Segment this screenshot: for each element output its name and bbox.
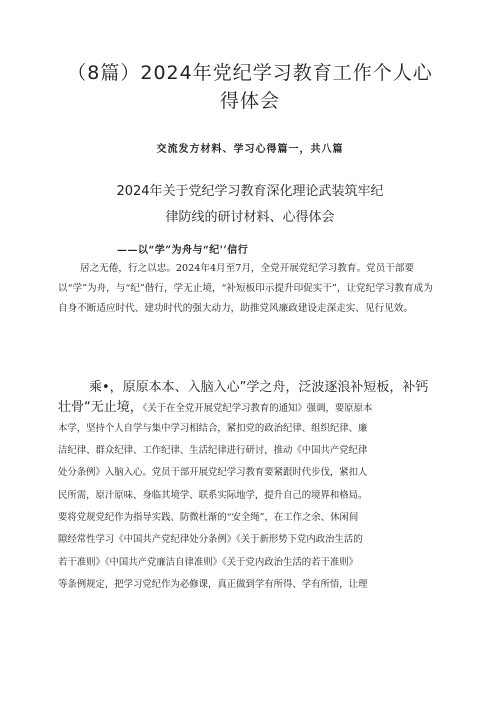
document-subtitle: 交流发方材料、学习心得篇一，共八篇 <box>156 144 344 155</box>
document-title-line1: （8篇）2024年党纪学习教育工作个人心 <box>67 62 433 84</box>
body-line: 处分条例》入脑入心。党员干部开展党纪学习教育要紧跟时代步伐，紧扣人 <box>58 467 368 478</box>
section-heading-line2: 律防线的研讨材料、心得体会 <box>165 210 335 225</box>
body-line: 洁纪律、群众纪律、工作纪律、生活纪律进行研讨，推动《中国共产党纪律 <box>58 445 368 456</box>
paragraph-lead-emphasis: 壮骨“无止境， <box>58 400 143 415</box>
paragraph-lead-text: 《关于在全党开展党纪学习教育的通知》强调，要原原本 <box>142 403 373 414</box>
section-tagline: ——以“学”为舟与“纪'’信行 <box>117 245 249 256</box>
body-line: 民所需，原汁原味、身临其境学、联系实际地学，提升自己的境界和格局。 <box>58 490 368 501</box>
paragraph-lead-heading: 乘•，原原本本、入脑入心”学之舟，泛波逐浪补短板，补钙 <box>89 380 429 395</box>
body-line: 本学，坚持个人自学与集中学习相结合，紧扣党的政治纪律、组织纪律、廉 <box>58 423 368 434</box>
body-line: 隙经常性学习《中国共产党纪律处分条例》《关于新形势下党内政治生活的 <box>58 534 363 545</box>
paragraph-intro: 居之无倦，行之以忠。2024年4月至7月，全党开展党纪学习教育。党员干部要以“学”为舟，与“纪”偕行，学无止境，“补短板印示提升印促实干”，让党纪学习教育成为自身不断适应时代、建功时代的强大动力，助推党风廉政建设走深走实、见行见效。 <box>58 263 433 314</box>
body-line: 等条例规定，把学习党纪作为必修课，真正做到学有所得、学有所悟，让理 <box>58 579 368 590</box>
body-line: 要将党规党纪作为指导实践、防微杜渐的“安全绳”，在工作之余、休闲间 <box>58 512 359 523</box>
paragraph-lead-line2 <box>58 396 372 415</box>
body-line: 若干准则》《中国共产党廉洁自律准则》《关于党内政治生活的若干准则》 <box>58 557 358 568</box>
section-heading-line1: 2024年关于党纪学习教育深化理论武装筑牢纪 <box>116 184 384 199</box>
document-title-line2: 得体会 <box>219 90 280 112</box>
